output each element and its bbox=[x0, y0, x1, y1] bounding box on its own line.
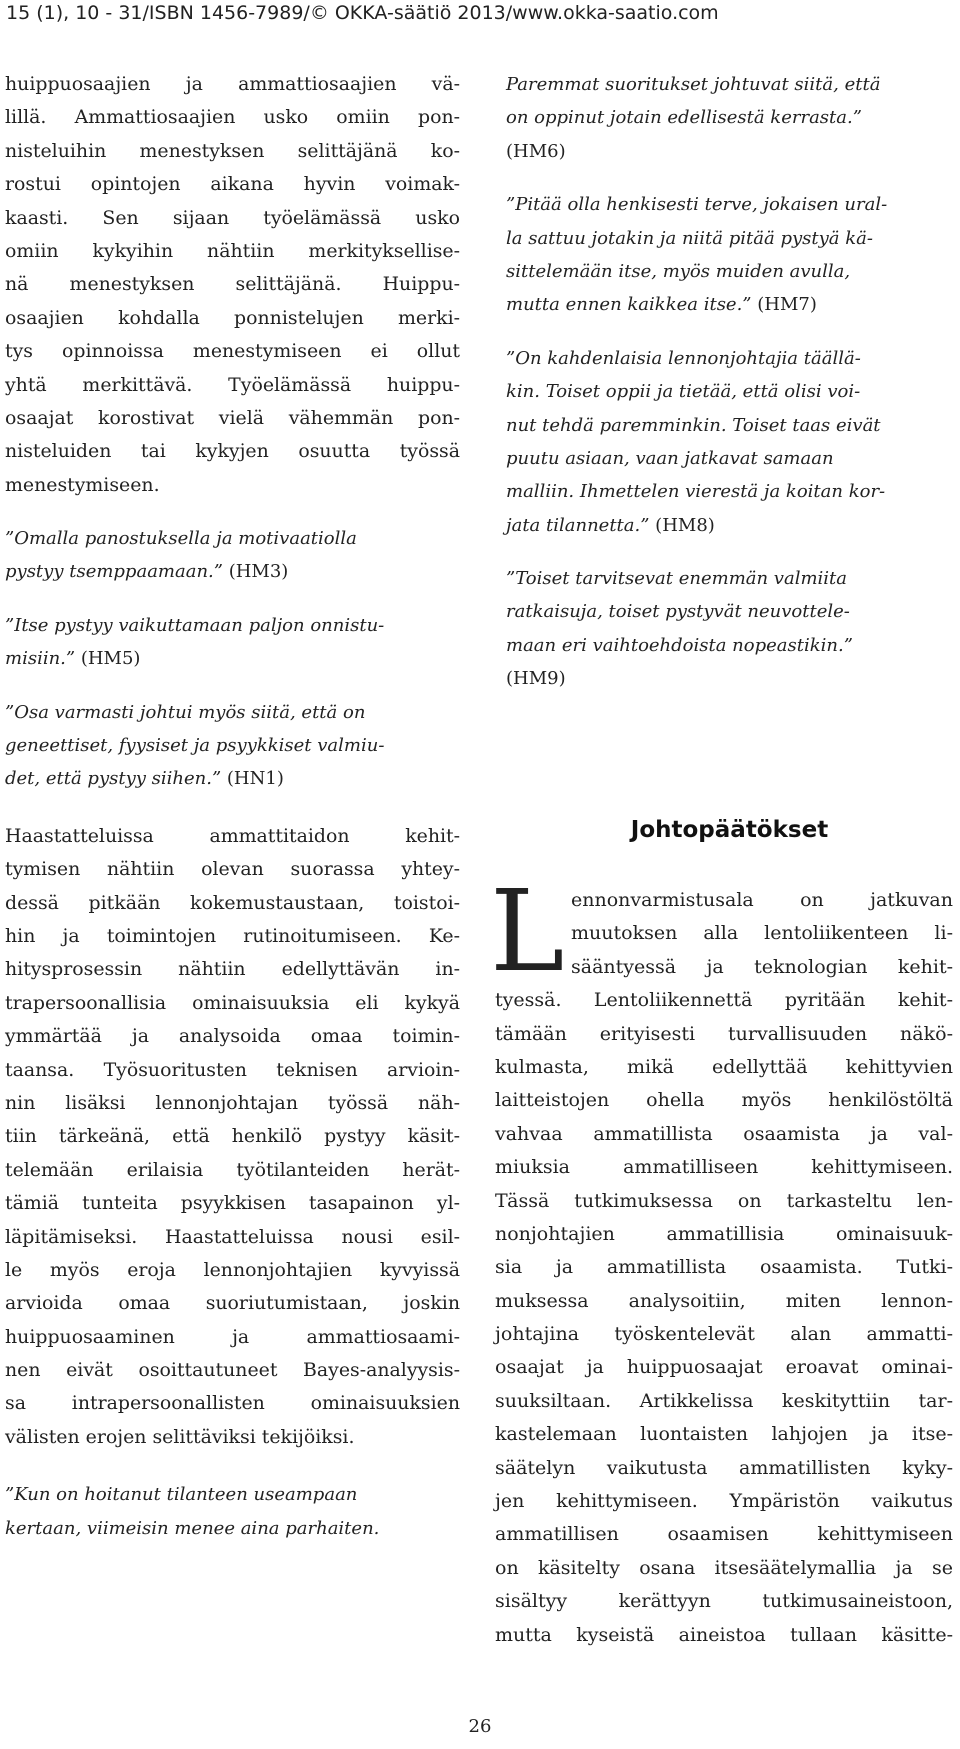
quote-line: ”Osa varmasti johtui myös siitä, että on bbox=[5, 701, 366, 723]
quote-line: kertaan, viimeisin menee aina parhaiten. bbox=[5, 1517, 380, 1539]
quote-reference: (HM3) bbox=[228, 561, 289, 583]
quote-text: mutta ennen kaikkea itse.” bbox=[506, 294, 752, 316]
interview-quote bbox=[5, 522, 460, 589]
quote-line bbox=[5, 642, 460, 675]
section-heading: Johtopäätökset bbox=[630, 817, 829, 843]
quote-line: malliin. Ihmettelen vierestä ja koitan kor- bbox=[506, 481, 886, 503]
text-line: dessä pitkään kokemustaustaan, toistoi- bbox=[5, 891, 460, 914]
text-line: nonjohtajien ammatillisia ominaisuuk- bbox=[495, 1222, 953, 1245]
text-line: ymmärtää ja analysoida omaa toimin- bbox=[5, 1025, 460, 1048]
quote-line: ”Pitää olla henkisesti terve, jokaisen ural- bbox=[506, 194, 888, 216]
text-line: sa intrapersoonallisten ominaisuuksien bbox=[5, 1392, 460, 1415]
quote-line bbox=[5, 555, 460, 588]
text-line: ammatillisen osaamisen kehittymiseen bbox=[495, 1523, 953, 1546]
text-line: kulmasta, mikä edellyttää kehittyvien bbox=[495, 1055, 953, 1078]
quote-line: ”Toiset tarvitsevat enemmän valmiita bbox=[506, 568, 848, 590]
text-line: hin ja toimintojen rutinoitumiseen. Ke- bbox=[5, 924, 460, 947]
text-line: muutoksen alla lentoliikenteen li- bbox=[571, 922, 953, 945]
text-line: nisteluiden tai kykyjen osuutta työssä bbox=[5, 440, 460, 463]
text-line: tiin tärkeänä, että henkilö pystyy käsit- bbox=[5, 1125, 460, 1148]
paragraph bbox=[5, 68, 460, 502]
quote-line bbox=[506, 509, 953, 542]
text-line: suuksiltaan. Artikkelissa keskityttiin tar- bbox=[495, 1389, 953, 1412]
interview-quote bbox=[506, 68, 953, 168]
interview-quote bbox=[5, 696, 460, 796]
quote-line: la sattuu jotakin ja niitä pitää pystyä kä- bbox=[506, 227, 873, 249]
text-line: välisten erojen selittäviksi tekijöiksi. bbox=[5, 1425, 355, 1448]
quote-reference: (HM8) bbox=[655, 514, 715, 536]
interview-quote bbox=[506, 562, 953, 696]
text-line: tymisen nähtiin olevan suorassa yhtey- bbox=[5, 858, 460, 881]
interview-quote bbox=[506, 188, 953, 322]
quote-line: maan eri vaihtoehdoista nopeastikin.” bbox=[506, 634, 853, 656]
quote-text: jata tilannetta.” bbox=[506, 514, 650, 536]
quote-text: pystyy tsemppaamaan.” bbox=[5, 561, 223, 583]
quote-line: nut tehdä paremminkin. Toiset taas eivät bbox=[506, 414, 881, 436]
quote-line: puutu asiaan, vaan jatkavat samaan bbox=[506, 447, 834, 469]
quote-reference: (HM7) bbox=[757, 294, 817, 316]
text-line: sia ja ammatillista osaamista. Tutki- bbox=[495, 1256, 953, 1279]
text-line: Tässä tutkimuksessa on tarkasteltu len- bbox=[495, 1189, 953, 1212]
text-line: johtajina työskentelevät alan ammatti- bbox=[495, 1323, 953, 1346]
quote-reference: (HN1) bbox=[226, 768, 284, 790]
text-line: osaajat ja huippuosaajat eroavat ominai- bbox=[495, 1356, 953, 1379]
text-line: nisteluihin menestyksen selittäjänä ko- bbox=[5, 139, 460, 162]
quote-reference: (HM9) bbox=[506, 668, 566, 690]
left-column bbox=[5, 68, 460, 1545]
text-line: omiin kykyihin nähtiin merkityksellise- bbox=[5, 239, 460, 262]
text-line: trapersoonallisia ominaisuuksia eli kykyä bbox=[5, 991, 460, 1014]
quote-line: on oppinut jotain edellisestä kerrasta.” bbox=[506, 107, 862, 129]
text-line: taansa. Työsuoritusten teknisen arvioin- bbox=[5, 1058, 460, 1081]
quote-line: ”Omalla panostuksella ja motivaatiolla bbox=[5, 528, 357, 550]
paragraph bbox=[5, 820, 460, 1454]
text-line: miuksia ammatilliseen kehittymiseen. bbox=[495, 1156, 953, 1179]
quote-text: det, että pystyy siihen.” bbox=[5, 768, 222, 790]
text-line: hitysprosessin nähtiin edellyttävän in- bbox=[5, 958, 460, 981]
quote-line: Paremmat suoritukset johtuvat siitä, että bbox=[506, 74, 881, 95]
text-line: menestymiseen. bbox=[5, 473, 160, 496]
interview-quote bbox=[5, 1478, 460, 1545]
text-line: nä menestyksen selittäjänä. Huippu- bbox=[5, 273, 460, 296]
section-body bbox=[495, 884, 953, 1652]
text-line: huippuosaaminen ja ammattiosaami- bbox=[5, 1325, 460, 1348]
quote-text: misiin.” bbox=[5, 648, 76, 670]
text-line: sääntyessä ja teknologian kehit- bbox=[571, 955, 953, 978]
text-line: säätelyn vaikutusta ammatillisten kyky- bbox=[495, 1456, 953, 1479]
text-line: kastelemaan luontaisten lahjojen ja itse- bbox=[495, 1423, 953, 1446]
text-line: on käsitelty osana itsesäätelymallia ja se bbox=[495, 1556, 953, 1579]
text-line: lillä. Ammattiosaajien usko omiin pon- bbox=[5, 106, 460, 129]
quote-line bbox=[5, 762, 460, 795]
quote-line: ”On kahdenlaisia lennonjohtajia täällä- bbox=[506, 347, 861, 369]
drop-cap: L bbox=[490, 867, 565, 997]
interview-quote bbox=[5, 609, 460, 676]
text-line: osaajat korostivat vielä vähemmän pon- bbox=[5, 406, 460, 429]
page-number: 26 bbox=[468, 1716, 492, 1737]
text-line: nin lisäksi lennonjohtajan työssä näh- bbox=[5, 1091, 460, 1114]
text-line: arvioida omaa suoriutumistaan, joskin bbox=[5, 1292, 460, 1315]
right-column bbox=[506, 68, 953, 696]
quote-reference: (HM6) bbox=[506, 140, 566, 162]
quote-line: sittelemään itse, myös muiden avulla, bbox=[506, 260, 851, 282]
text-line: telemään erilaisia työtilanteiden herät- bbox=[5, 1158, 460, 1181]
quote-reference: (HM5) bbox=[80, 648, 141, 670]
text-line: rostui opintojen aikana hyvin voimak- bbox=[5, 173, 460, 196]
quote-line: ratkaisuja, toiset pystyvät neuvottele- bbox=[506, 601, 850, 623]
quote-line: kin. Toiset oppii ja tietää, että olisi voi- bbox=[506, 381, 861, 403]
text-line: läpitämiseksi. Haastatteluissa nousi esil- bbox=[5, 1225, 460, 1248]
text-line: mutta kyseistä aineistoa tullaan käsitte- bbox=[495, 1623, 953, 1646]
text-line: kaasti. Sen sijaan työelämässä usko bbox=[5, 206, 460, 229]
running-head: 15 (1), 10 - 31/ISBN 1456-7989/© OKKA-säätiö 2013/www.okka-saatio.com bbox=[6, 2, 719, 24]
text-line: sisältyy kerättyyn tutkimusaineistoon, bbox=[495, 1590, 953, 1613]
text-line: tämiä tunteita psyykkisen tasapainon yl- bbox=[5, 1192, 460, 1215]
interview-quote bbox=[506, 342, 953, 542]
text-line: tyessä. Lentoliikennettä pyritään kehit- bbox=[495, 989, 953, 1012]
text-line: osaajien kohdalla ponnistelujen merki- bbox=[5, 306, 460, 329]
quote-line: ”Itse pystyy vaikuttamaan paljon onnistu- bbox=[5, 614, 385, 636]
text-line: vahvaa ammatillista osaamista ja val- bbox=[495, 1122, 953, 1145]
text-line: huippuosaajien ja ammattiosaajien vä- bbox=[5, 73, 460, 95]
text-line: yhtä merkittävä. Työelämässä huippu- bbox=[5, 373, 460, 396]
text-line: ennonvarmistusala on jatkuvan bbox=[571, 889, 953, 911]
text-line: tämään erityisesti turvallisuuden näkö- bbox=[495, 1022, 953, 1045]
quote-line bbox=[506, 288, 953, 321]
quote-line: ”Kun on hoitanut tilanteen useampaan bbox=[5, 1484, 358, 1506]
text-line: jen kehittymiseen. Ympäristön vaikutus bbox=[495, 1490, 953, 1513]
text-line: muksessa analysoitiin, miten lennon- bbox=[495, 1289, 953, 1312]
text-line: nen eivät osoittautuneet Bayes-analyysis- bbox=[5, 1359, 460, 1382]
text-line: laitteistojen ohella myös henkilöstöltä bbox=[495, 1089, 953, 1112]
text-line: tys opinnoissa menestymiseen ei ollut bbox=[5, 340, 460, 363]
text-line: le myös eroja lennonjohtajien kyvyissä bbox=[5, 1258, 460, 1281]
text-line: Haastatteluissa ammattitaidon kehit- bbox=[5, 824, 460, 847]
quote-line: geneettiset, fyysiset ja psyykkiset valmiu- bbox=[5, 735, 385, 757]
